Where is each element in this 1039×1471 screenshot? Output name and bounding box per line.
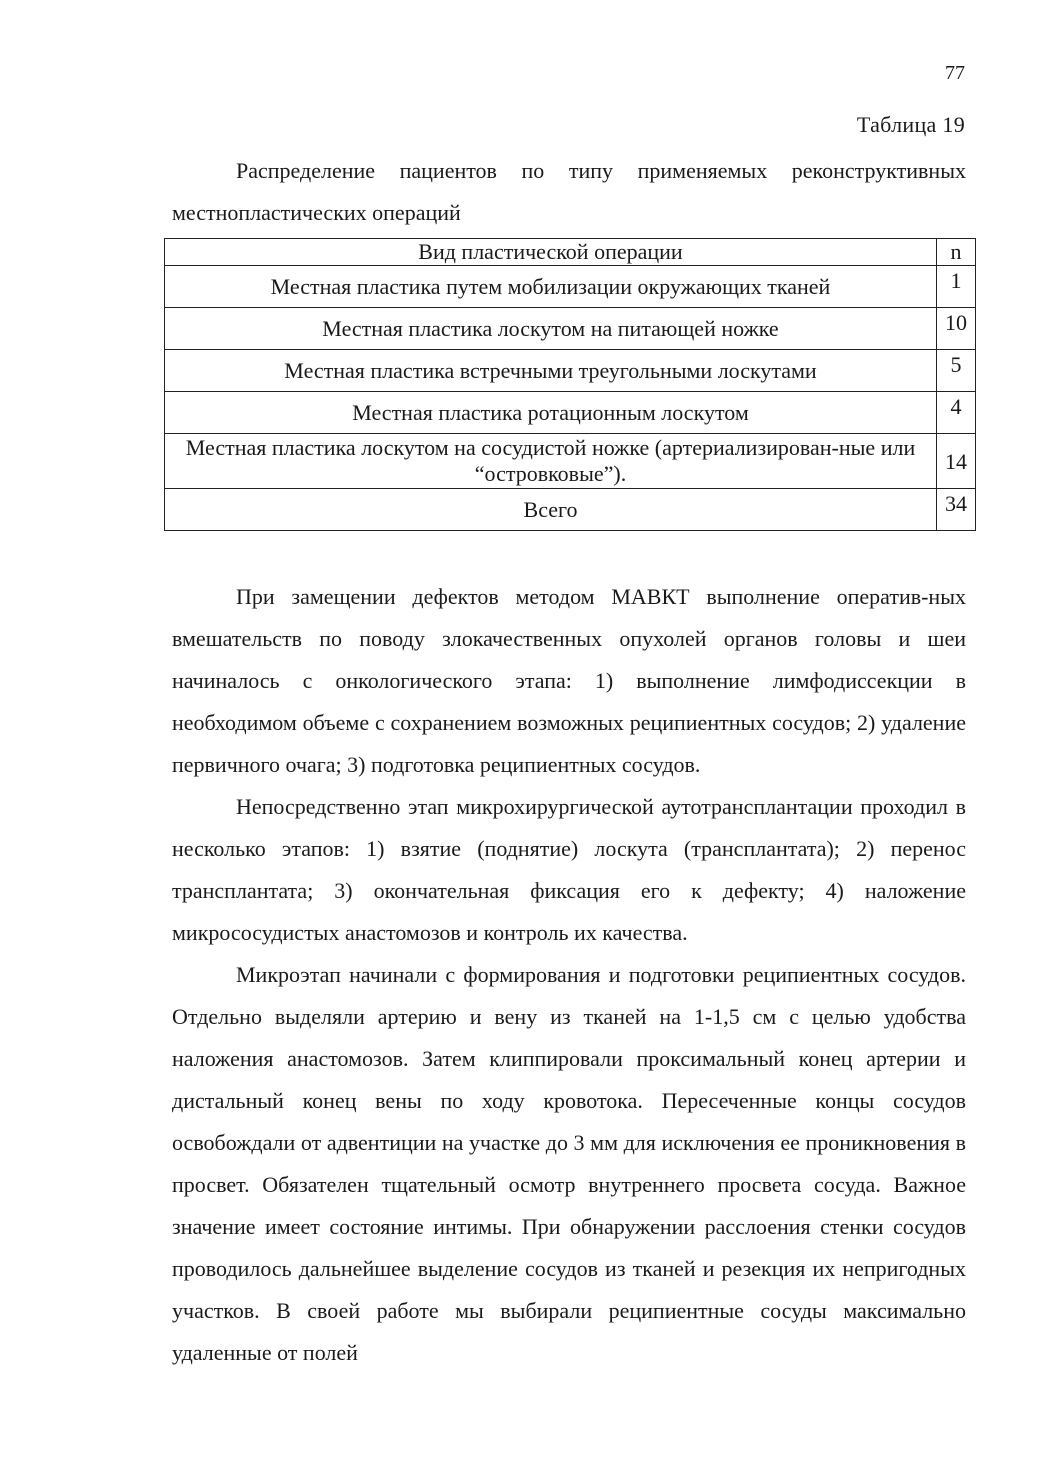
operations-table bbox=[164, 238, 976, 531]
count-cell: 4 bbox=[937, 392, 976, 434]
body-text bbox=[172, 576, 966, 1374]
count-cell: 10 bbox=[937, 308, 976, 350]
operation-cell: Местная пластика встречными треугольными лоскутами bbox=[165, 350, 937, 392]
operation-cell: Местная пластика ротационным лоскутом bbox=[165, 392, 937, 434]
table-total-row bbox=[165, 489, 976, 531]
operation-cell: Местная пластика путем мобилизации окружающих тканей bbox=[165, 266, 937, 308]
count-cell: 5 bbox=[937, 350, 976, 392]
table-row bbox=[165, 392, 976, 434]
header-count: n bbox=[937, 239, 976, 266]
paragraph: Непосредственно этап микрохирургической аутотрансплантации проходил в несколько этапов: 1) взятие (поднятие) лоскута (трансплантата); 2) перенос трансплантата; 3) окончательная фиксация его к дефекту; 4) наложение микрососудистых анастомозов и контроль их качества. bbox=[172, 794, 966, 945]
table-row bbox=[165, 308, 976, 350]
header-operation-type: Вид пластической операции bbox=[165, 239, 937, 266]
operation-cell: Местная пластика лоскутом на сосудистой ножке (артериализирован-ные или “островковые”). bbox=[165, 434, 937, 489]
operation-cell: Местная пластика лоскутом на питающей ножке bbox=[165, 308, 937, 350]
total-count-cell: 34 bbox=[937, 489, 976, 531]
table-caption: Распределение пациентов по типу применяемых реконструктивных местнопластических операций bbox=[172, 158, 966, 225]
page-number: 77 bbox=[945, 62, 965, 84]
table-header-row bbox=[165, 239, 976, 266]
table-row bbox=[165, 434, 976, 489]
count-cell: 1 bbox=[937, 266, 976, 308]
count-cell: 14 bbox=[937, 434, 976, 489]
paragraph: Микроэтап начинали с формирования и подготовки реципиентных сосудов. Отдельно выделяли артерию и вену из тканей на 1-1,5 см с целью удобства наложения анастомозов. Затем клиппировали проксимальный конец артерии и дистальный конец вены по ходу кровотока. Пересеченные концы сосудов освобождали от адвентиции на участке до 3 мм для исключения ее проникновения в просвет. Обязателен тщательный осмотр внутреннего просвета сосуда. Важное значение имеет состояние интимы. При обнаружении расслоения стенки сосудов проводилось дальнейшее выделение сосудов из тканей и резекция их непригодных участков. В своей работе мы выбирали реципиентные сосуды максимально удаленные от полей bbox=[172, 962, 966, 1365]
total-label-cell: Всего bbox=[165, 489, 937, 531]
table-row bbox=[165, 350, 976, 392]
paragraph: При замещении дефектов методом МАВКТ выполнение оператив-ных вмешательств по поводу злокачественных опухолей органов головы и шеи начиналось с онкологического этапа: 1) выполнение лимфодиссекции в необходимом объеме с сохранением возможных реципиентных сосудов; 2) удаление первичного очага; 3) подготовка реципиентных сосудов. bbox=[172, 584, 966, 777]
table-label: Таблица 19 bbox=[856, 112, 965, 137]
table-row bbox=[165, 266, 976, 308]
